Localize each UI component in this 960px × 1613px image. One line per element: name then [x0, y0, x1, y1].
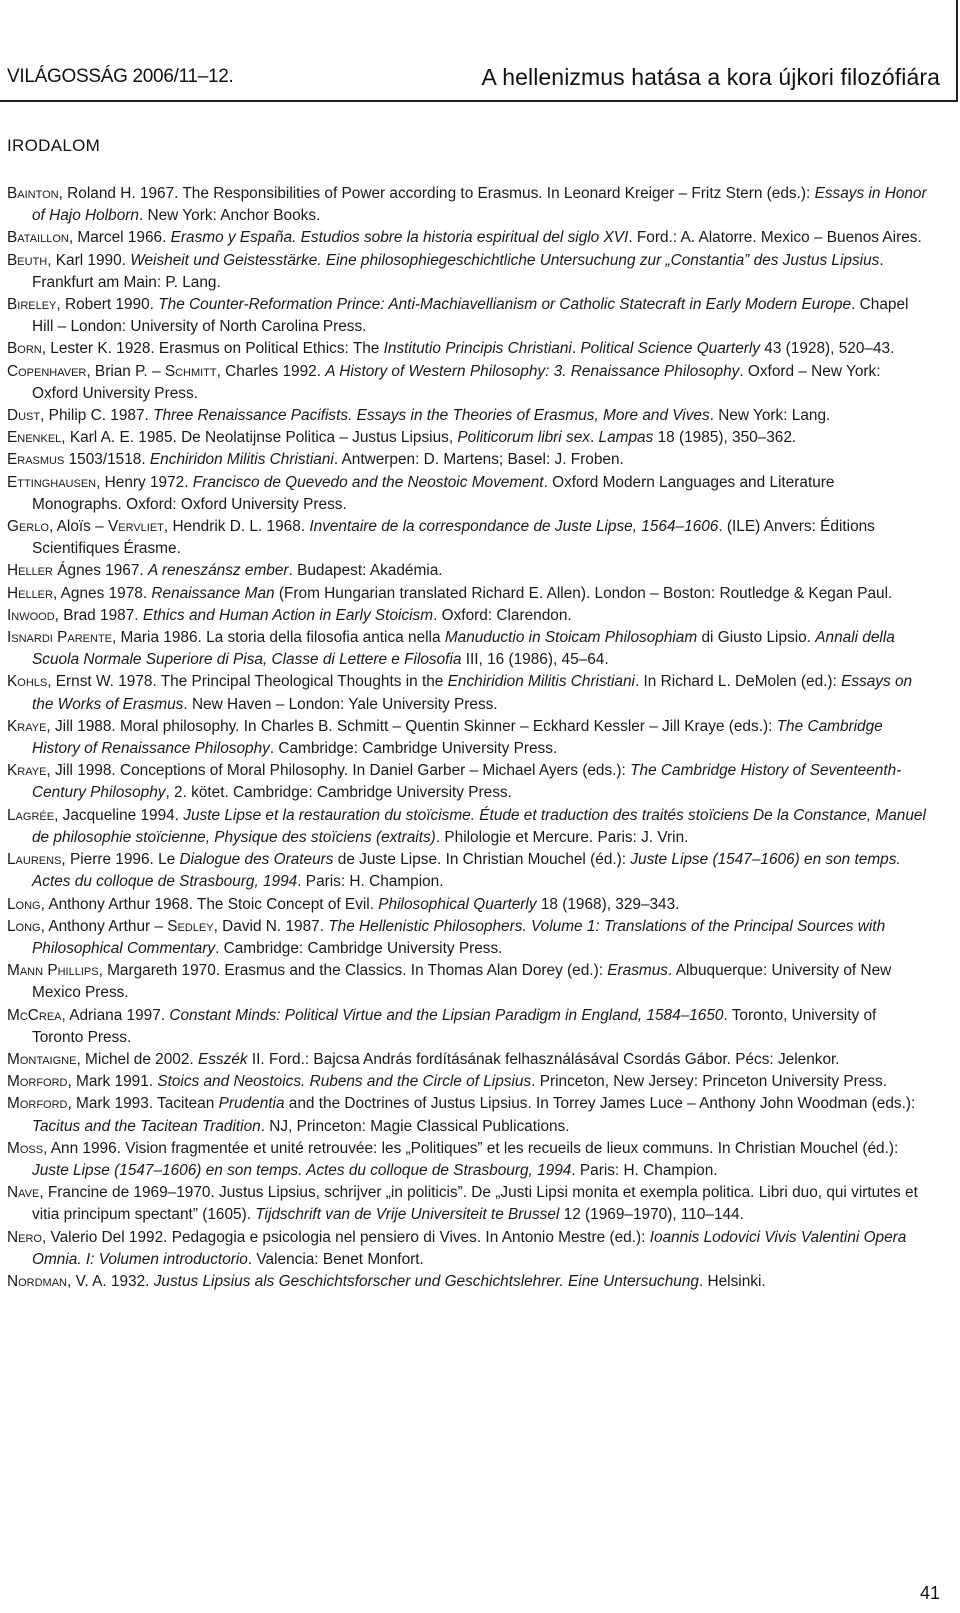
reference-text: , V. A. 1932.: [67, 1272, 154, 1290]
reference-author: Dust: [7, 407, 41, 425]
reference-text: . Toronto, University of Toronto Press.: [32, 1006, 877, 1046]
reference-title: Political Science Quarterly: [580, 340, 761, 358]
reference-title: Inventaire de la correspondance de Juste Lipse, 1564–1606: [309, 518, 719, 536]
reference-author: Beuth: [7, 251, 48, 269]
reference-text: , Maria 1986. La storia della filosofia antica nella: [112, 629, 445, 647]
reference-title: Justus Lipsius als Geschichtsforscher und Geschichtslehrer. Eine Untersuchung: [153, 1272, 699, 1290]
reference-text: , Jill 1998. Conceptions of Moral Philosophy. In Daniel Garber – Michael Ayers (eds.):: [46, 762, 631, 780]
reference-text: , Hendrik D. L. 1968.: [163, 518, 310, 536]
reference-author: Ettinghausen: [7, 473, 97, 491]
reference-text: 1503/1518.: [64, 451, 150, 469]
reference-text: . NJ, Princeton: Magie Classical Publications.: [260, 1117, 570, 1135]
reference-text: Ágnes 1967.: [52, 562, 148, 580]
reference-text: . Chapel Hill – London: University of North Carolina Press.: [32, 296, 909, 336]
reference-title: Erasmo y España. Estudios sobre la historia espiritual del siglo XVI: [170, 229, 629, 247]
reference-text: , Mark 1991.: [67, 1073, 158, 1091]
reference-title: Prudentia: [218, 1095, 285, 1113]
reference-text: , Francine de 1969–1970. Justus Lipsius, schrijver „in politicis”. De „Justi Lipsi monita et exempla politica. Libri duo, qui virtutes et vitia principum spectant” (1605).: [32, 1184, 918, 1224]
reference-text: .: [571, 340, 581, 358]
reference-text: , Valerio Del 1992. Pedagogia e psicologia nel pensiero di Vives. In Antonio Mestre (ed.):: [41, 1228, 650, 1246]
reference-entry: [7, 1227, 927, 1271]
reference-text: , David N. 1987.: [213, 917, 329, 935]
reference-entry: [7, 1071, 927, 1093]
reference-title: Ethics and Human Action in Early Stoicism: [142, 606, 434, 624]
reference-text: , Ernst W. 1978. The Principal Theological Thoughts in the: [47, 673, 448, 691]
reference-text: , Agnes 1978.: [52, 584, 152, 602]
reference-entry: [7, 338, 927, 360]
reference-entry: [7, 583, 927, 605]
reference-text: de Juste Lipse. In Christian Mouchel (éd.):: [333, 851, 631, 869]
reference-title: Enchiridon Militis Christiani: [149, 451, 334, 469]
reference-text: . Oxford: Clarendon.: [433, 606, 572, 624]
reference-text: . Cambridge: Cambridge University Press.: [269, 740, 558, 758]
reference-title: Philosophical Quarterly: [378, 895, 537, 913]
reference-title: The Cambridge History of Seventeenth-Century Philosophy: [32, 762, 902, 802]
reference-entry: [7, 250, 927, 294]
reference-entry: [7, 849, 927, 893]
reference-text: (From Hungarian translated Richard E. Allen). London – Boston: Routledge & Kegan Paul.: [274, 584, 893, 602]
reference-text: . Budapest: Akadémia.: [288, 562, 443, 580]
reference-text: . In Richard L. DeMolen (ed.):: [634, 673, 842, 691]
reference-title: A History of Western Philosophy: 3. Renaissance Philosophy: [325, 362, 740, 380]
reference-text: , Jill 1988. Moral philosophy. In Charles B. Schmitt – Quentin Skinner – Eckhard Kessler – Jill Kraye (eds.):: [46, 717, 777, 735]
reference-text: , Jacqueline 1994.: [54, 806, 184, 824]
reference-text: and the Doctrines of Justus Lipsius. In Torrey James Luce – Anthony John Woodman (eds.):: [284, 1095, 916, 1113]
reference-title: The Counter-Reformation Prince: Anti-Machiavellianism or Catholic Statecraft in Early Modern Europe: [158, 296, 852, 314]
reference-text: , Philip C. 1987.: [40, 407, 154, 425]
reference-author: Montaigne: [7, 1050, 77, 1068]
reference-author: Bireley: [7, 296, 57, 314]
reference-entry: [7, 516, 927, 560]
reference-text: . Albuquerque: University of New Mexico Press.: [32, 962, 892, 1002]
reference-text: . (ILE) Anvers: Éditions Scientifiques Érasme.: [32, 518, 875, 558]
reference-text: , Henry 1972.: [96, 473, 193, 491]
reference-author: Gerlo: [7, 518, 49, 536]
reference-entry: [7, 916, 927, 960]
reference-author: Morford: [7, 1095, 68, 1113]
reference-title: Tacitus and the Tacitean Tradition: [32, 1117, 261, 1135]
reference-title: Juste Lipse (1547–1606) en son temps. Actes du colloque de Strasbourg, 1994: [32, 851, 901, 891]
reference-entry: [7, 427, 927, 449]
reference-text: . Oxford – New York: Oxford University Press.: [32, 362, 881, 402]
reference-entry: [7, 1049, 927, 1071]
reference-author: Enenkel: [7, 429, 62, 447]
reference-author: Born: [7, 340, 42, 358]
reference-text: . New York: Anchor Books.: [138, 207, 321, 225]
reference-text: , Margareth 1970. Erasmus and the Classics. In Thomas Alan Dorey (ed.):: [98, 962, 608, 980]
reference-text: , Lester K. 1928. Erasmus on Political Ethics: The: [41, 340, 384, 358]
reference-entry: [7, 671, 927, 715]
reference-author: Isnardi Parente: [7, 629, 112, 647]
reference-text: . Princeton, New Jersey: Princeton University Press.: [531, 1073, 887, 1091]
reference-text: , Robert 1990.: [56, 296, 159, 314]
reference-text: . Helsinki.: [698, 1272, 766, 1290]
reference-author: Heller: [7, 562, 53, 580]
reference-author: Nave: [7, 1184, 40, 1202]
reference-title: Tijdschrift van de Vrije Universiteit te Brussel: [255, 1206, 560, 1224]
reference-text: 18 (1968), 329–343.: [536, 895, 680, 913]
reference-entry: [7, 805, 927, 849]
reference-text: . New York: Lang.: [709, 407, 831, 425]
reference-text: , Anthony Arthur 1968. The Stoic Concept of Evil.: [40, 895, 379, 913]
reference-text: . Oxford Modern Languages and Literature Monographs. Oxford: Oxford University Press.: [32, 473, 835, 513]
reference-text: , Karl 1990.: [47, 251, 131, 269]
reference-author: Moss: [7, 1139, 44, 1157]
reference-text: , Aloïs –: [48, 518, 108, 536]
reference-text: III, 16 (1986), 45–64.: [461, 651, 609, 669]
reference-entry: [7, 627, 927, 671]
reference-title: Juste Lipse et la restauration du stoïcisme. Étude et traduction des traités stoïciens De la Constance, Manuel de philosophie stoïcienne, Physique des stoïciens (extraits): [32, 806, 926, 846]
reference-author: Sedley: [167, 917, 214, 935]
reference-author: Kraye: [7, 717, 47, 735]
reference-entry: [7, 1138, 927, 1182]
reference-text: , Marcel 1966.: [68, 229, 171, 247]
reference-title: The Hellenistic Philosophers. Volume 1: Translations of the Principal Sources with Philosophical Commentary: [32, 917, 886, 957]
reference-title: Renaissance Man: [151, 584, 275, 602]
reference-text: II. Ford.: Bajcsa András fordításának felhasználásával Csordás Gábor. Pécs: Jelenkor.: [247, 1050, 840, 1068]
reference-entry: [7, 449, 927, 471]
reference-title: Erasmus: [607, 962, 668, 980]
reference-title: Lampas: [598, 429, 654, 447]
reference-entry: [7, 405, 927, 427]
reference-author: Kraye: [7, 762, 47, 780]
reference-author: Nordman: [7, 1272, 68, 1290]
reference-title: Enchiridion Militis Christiani: [447, 673, 635, 691]
reference-list: [7, 183, 927, 1293]
reference-author: Nero: [7, 1228, 42, 1246]
reference-title: Manuductio in Stoicam Philosophiam: [444, 629, 698, 647]
reference-author: Heller: [7, 584, 53, 602]
running-header: [0, 0, 958, 102]
reference-entry: [7, 1271, 927, 1293]
reference-author: McCrea: [7, 1006, 62, 1024]
reference-title: Stoics and Neostoics. Rubens and the Circle of Lipsius: [157, 1073, 532, 1091]
reference-entry: [7, 560, 927, 582]
reference-text: , Adriana 1997.: [61, 1006, 170, 1024]
journal-name: VILÁGOSSÁG 2006/11–12.: [7, 66, 234, 87]
reference-author: Bataillon: [7, 229, 69, 247]
section-title: IRODALOM: [7, 136, 101, 155]
reference-text: 12 (1969–1970), 110–144.: [559, 1206, 744, 1224]
reference-title: Esszék: [197, 1050, 248, 1068]
reference-author: Long: [7, 917, 41, 935]
reference-author: Long: [7, 895, 41, 913]
reference-author: Lagrée: [7, 806, 55, 824]
reference-author: Schmitt: [164, 362, 217, 380]
reference-title: Dialogue des Orateurs: [179, 851, 334, 869]
reference-entry: [7, 183, 927, 227]
reference-title: A reneszánsz ember: [147, 562, 289, 580]
reference-title: Essays on the Works of Erasmus: [32, 673, 913, 713]
reference-entry: [7, 605, 927, 627]
reference-text: , Mark 1993. Tacitean: [67, 1095, 219, 1113]
reference-text: , Karl A. E. 1985. De Neolatijnse Politica – Justus Lipsius,: [61, 429, 458, 447]
reference-author: Vervliet: [107, 518, 164, 536]
reference-text: 18 (1985), 350–362.: [653, 429, 797, 447]
reference-text: , Charles 1992.: [216, 362, 326, 380]
reference-text: , Pierre 1996. Le: [61, 851, 180, 869]
reference-text: . Valencia: Benet Monfort.: [247, 1250, 424, 1268]
reference-text: . Paris: H. Champion.: [571, 1161, 718, 1179]
reference-entry: [7, 227, 927, 249]
reference-author: Morford: [7, 1073, 68, 1091]
reference-text: .: [589, 429, 599, 447]
reference-text: di Giusto Lipsio.: [697, 629, 816, 647]
reference-text: , Roland H. 1967. The Responsibilities of Power according to Erasmus. In Leonard Kreiger – Fritz Stern (eds.):: [58, 185, 815, 202]
reference-text: . Philologie et Mercure. Paris: J. Vrin.: [435, 828, 689, 846]
reference-title: Institutio Principis Christiani: [383, 340, 572, 358]
reference-title: Weisheit und Geistesstärke. Eine philosophiegeschichtliche Untersuchung zur „Constantia” des Justus Lipsius: [130, 251, 880, 269]
reference-text: , Brad 1987.: [54, 606, 143, 624]
reference-text: 43 (1928), 520–43.: [760, 340, 895, 358]
reference-entry: [7, 294, 927, 338]
reference-entry: [7, 894, 927, 916]
reference-title: Essays in Honor of Hajo Holborn: [32, 185, 927, 225]
reference-title: Juste Lipse (1547–1606) en son temps. Actes du colloque de Strasbourg, 1994: [32, 1161, 572, 1179]
reference-text: . Ford.: A. Alatorre. Mexico – Buenos Aires.: [628, 229, 922, 247]
reference-text: . Cambridge: Cambridge University Press.: [215, 939, 503, 957]
reference-text: , Brian P. –: [86, 362, 165, 380]
reference-text: . Antwerpen: D. Martens; Basel: J. Froben.: [333, 451, 624, 469]
reference-entry: [7, 716, 927, 760]
reference-title: Three Renaissance Pacifists. Essays in the Theories of Erasmus, More and Vives: [153, 407, 710, 425]
reference-entry: [7, 1005, 927, 1049]
reference-author: Mann Phillips: [7, 962, 99, 980]
reference-author: Copenhaver: [7, 362, 87, 380]
reference-text: . Paris: H. Champion.: [297, 873, 444, 891]
reference-title: Ioannis Lodovici Vivis Valentini Opera Omnia. I: Volumen introductorio: [32, 1228, 907, 1268]
page-number: 41: [919, 1583, 940, 1603]
reference-text: , Anthony Arthur –: [40, 917, 168, 935]
reference-entry: [7, 1093, 927, 1137]
reference-title: Francisco de Quevedo and the Neostoic Movement: [192, 473, 544, 491]
reference-title: Constant Minds: Political Virtue and the Lipsian Paradigm in England, 1584–1650: [169, 1006, 724, 1024]
reference-author: Inwood: [7, 606, 55, 624]
reference-title: The Cambridge History of Renaissance Philosophy: [32, 717, 883, 758]
reference-text: , 2. kötet. Cambridge: Cambridge University Press.: [165, 784, 512, 802]
reference-text: . New Haven – London: Yale University Press.: [183, 695, 498, 713]
reference-author: Bainton: [7, 185, 59, 202]
reference-text: , Ann 1996. Vision fragmentée et unité retrouvée: les „Politiques” et les recueils de lieux communs. In Christian Mouchel (éd.):: [43, 1139, 899, 1157]
reference-entry: [7, 1182, 927, 1226]
reference-entry: [7, 361, 927, 405]
reference-entry: [7, 472, 927, 516]
reference-title: Politicorum libri sex: [457, 429, 590, 447]
reference-entry: [7, 760, 927, 804]
reference-author: Kohls: [7, 673, 48, 691]
reference-author: Erasmus: [7, 451, 65, 469]
reference-entry: [7, 960, 927, 1004]
reference-author: Laurens: [7, 851, 62, 869]
article-title: A hellenizmus hatása a kora újkori filozófiára: [481, 64, 940, 90]
reference-text: , Michel de 2002.: [76, 1050, 198, 1068]
reference-text: . Frankfurt am Main: P. Lang.: [32, 251, 884, 291]
reference-title: Annali della Scuola Normale Superiore di Pisa, Classe di Lettere e Filosofia: [32, 629, 895, 669]
